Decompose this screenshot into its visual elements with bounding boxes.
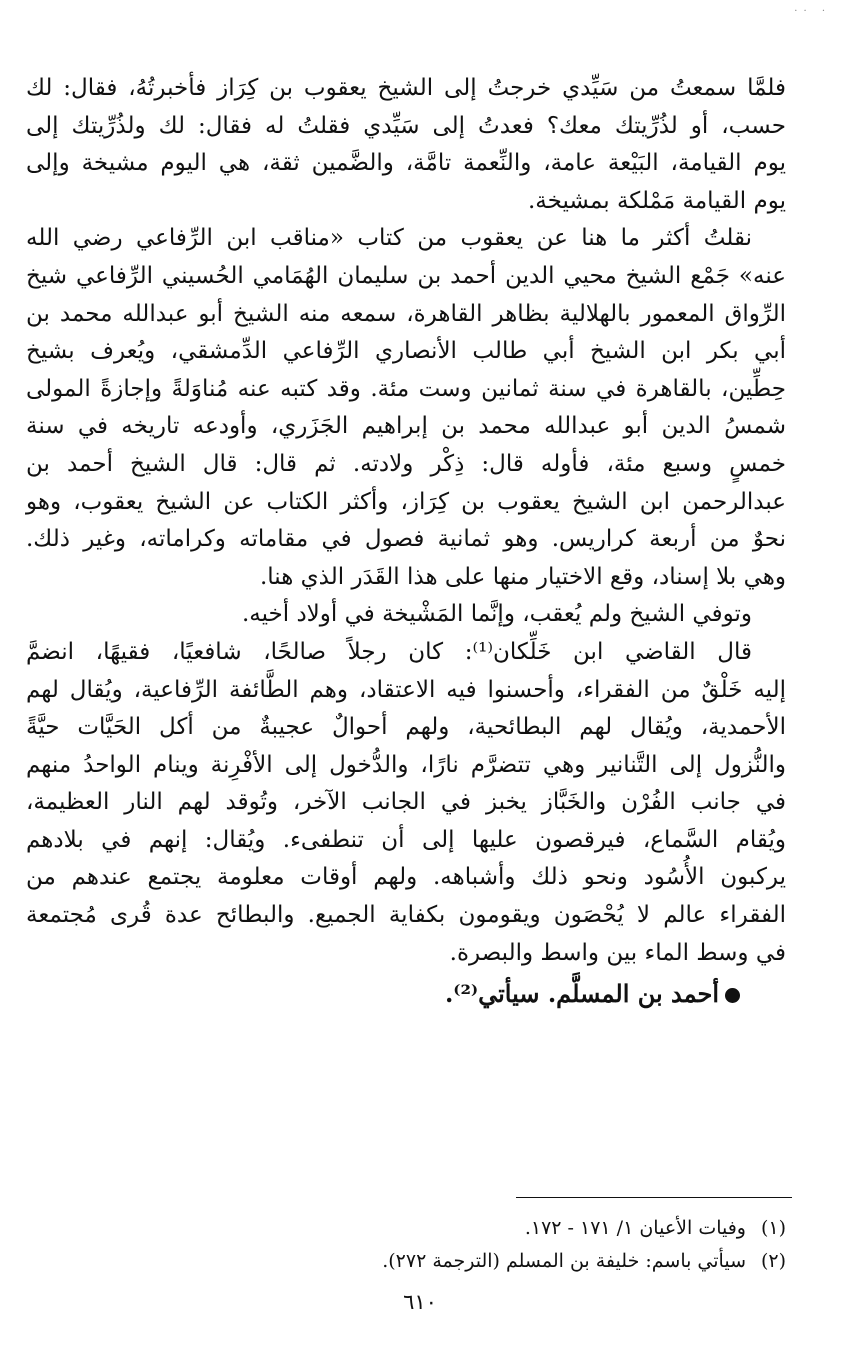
text-line: وتوفي الشيخ ولم يُعقب، وإنَّما المَشْيخة في أولاد أخيه. bbox=[241, 601, 752, 628]
text-line: والنُّزول إلى التَّنانير وهي تتضرَّم نارًا، والدُّخول إلى الأفْرِنة وينام الواحدُ منهم bbox=[26, 751, 786, 778]
text-line: عنه» جَمْع الشيخ محيي الدين أحمد بن سليمان الهُمَامي الحُسيني الرِّفاعي شيخ bbox=[26, 262, 786, 289]
text-line: إليه خَلْقٌ من الفقراء، وأحسنوا فيه الاعتقاد، وهم الطَّائفة الرِّفاعية، ويُقال لهم bbox=[26, 676, 786, 703]
text-line: الرِّواق المعمور بالهلالية بظاهر القاهرة، سمعه منه الشيخ أبو عبدالله محمد بن bbox=[26, 300, 786, 327]
text-line: أبي بكر ابن الشيخ أبي طالب الأنصاري الرِّفاعي الدِّمشقي، ويُعرف بشيخ bbox=[26, 338, 786, 365]
footnote-item bbox=[300, 1245, 786, 1278]
text-line: حسب، أو لذُرِّيتك معك؟ فعدتُ إلى سَيِّدي فقلتُ له فقال: لك ولذُرِّيتك إلى bbox=[26, 112, 786, 139]
text-line: قال القاضي ابن خَلِّكان⁽¹⁾: كان رجلاً صالحًا، شافعيًا، فقيهًا، انضمَّ bbox=[26, 638, 752, 665]
paragraph-1 bbox=[26, 70, 786, 220]
paragraph-4 bbox=[26, 634, 786, 972]
text-line: يوم القيامة، البَيْعة عامة، والنِّعمة تامَّة، والضَّمين ثقة، هي اليوم مشيخة وإلى bbox=[26, 150, 786, 177]
footnote-divider bbox=[516, 1197, 792, 1198]
text-line: الأحمدية، ويُقال لهم البطائحية، ولهم أحوالٌ عجيبةٌ من أكل الحَيَّات حيَّةً bbox=[26, 714, 786, 741]
text-line: فلمَّا سمعتُ من سَيِّدي خرجتُ إلى الشيخ يعقوب بن كِرَاز فأخبرتُهُ، فقال: لك bbox=[26, 75, 786, 101]
page-number: ٦١٠ bbox=[403, 1290, 437, 1314]
text-line: وهي بلا إسناد، وقع الاختيار منها على هذا القَدَر الذي هنا. bbox=[259, 563, 786, 590]
text-line: حِطِّين، بالقاهرة في سنة ثمانين وست مئة. وقد كتبه عنه مُناوَلةً وإجازةً المولى bbox=[26, 375, 786, 402]
paragraph-3 bbox=[26, 596, 786, 634]
scan-corner-marks: ·· · bbox=[794, 6, 831, 17]
text-line: عبدالرحمن ابن الشيخ يعقوب بن كِرَاز، وأكثر الكتاب عن الشيخ يعقوب، وهو bbox=[26, 488, 786, 515]
text-line: ويُقام السَّماع، فيرقصون عليها إلى أن تنطفىء. ويُقال: إنهم في بلادهم bbox=[26, 826, 786, 853]
footnote-number: (٢) bbox=[760, 1250, 786, 1272]
text-line: يوم القيامة مَمْلكة بمشيخة. bbox=[528, 187, 786, 214]
text-line: في وسط الماء بين واسط والبصرة. bbox=[449, 939, 786, 966]
text-line: نحوٌ من أربعة كراريس. وهو ثمانية فصول في مقاماته وكراماته، وغير ذلك. bbox=[26, 526, 786, 553]
text-line: نقلتُ أكثر ما هنا عن يعقوب من كتاب «مناقب ابن الرِّفاعي رضي الله bbox=[26, 225, 752, 252]
footnote-number: (١) bbox=[760, 1217, 786, 1239]
footnote-item bbox=[300, 1212, 786, 1245]
entry-heading bbox=[26, 972, 786, 1016]
footnote-text: وفيات الأعيان ١/ ١٧١ - ١٧٢. bbox=[524, 1217, 746, 1239]
text-line: في جانب الفُرْن والخَبَّاز يخبز في الجانب الآخر، وتُوقد لهم النار العظيمة، bbox=[26, 789, 786, 816]
text-line: الفقراء عالم لا يُحْصَون ويقومون بكفاية الجميع. والبطائح عدة قُرى مُجتمعة bbox=[26, 902, 786, 929]
entry-heading-text: أحمد بن المسلَّم. سيأتي⁽²⁾. bbox=[444, 979, 719, 1009]
main-text bbox=[26, 70, 786, 1016]
text-line: شمسُ الدين أبو عبدالله محمد بن إبراهيم الجَزَري، وأودعه تاريخه في سنة bbox=[26, 413, 786, 440]
paragraph-2 bbox=[26, 220, 786, 596]
footnotes bbox=[300, 1212, 786, 1278]
footnote-text: سيأتي باسم: خليفة بن المسلم (الترجمة ٢٧٢). bbox=[382, 1250, 746, 1272]
text-line: خمسٍ وسبع مئة، فأوله قال: ذِكْر ولادته. ثم قال: قال الشيخ أحمد بن bbox=[26, 450, 786, 477]
text-line: يركبون الأُسُود ونحو ذلك وأشباهه. ولهم أوقات معلومة يجتمع عندهم من bbox=[26, 864, 786, 891]
bullet-icon bbox=[725, 988, 740, 1003]
